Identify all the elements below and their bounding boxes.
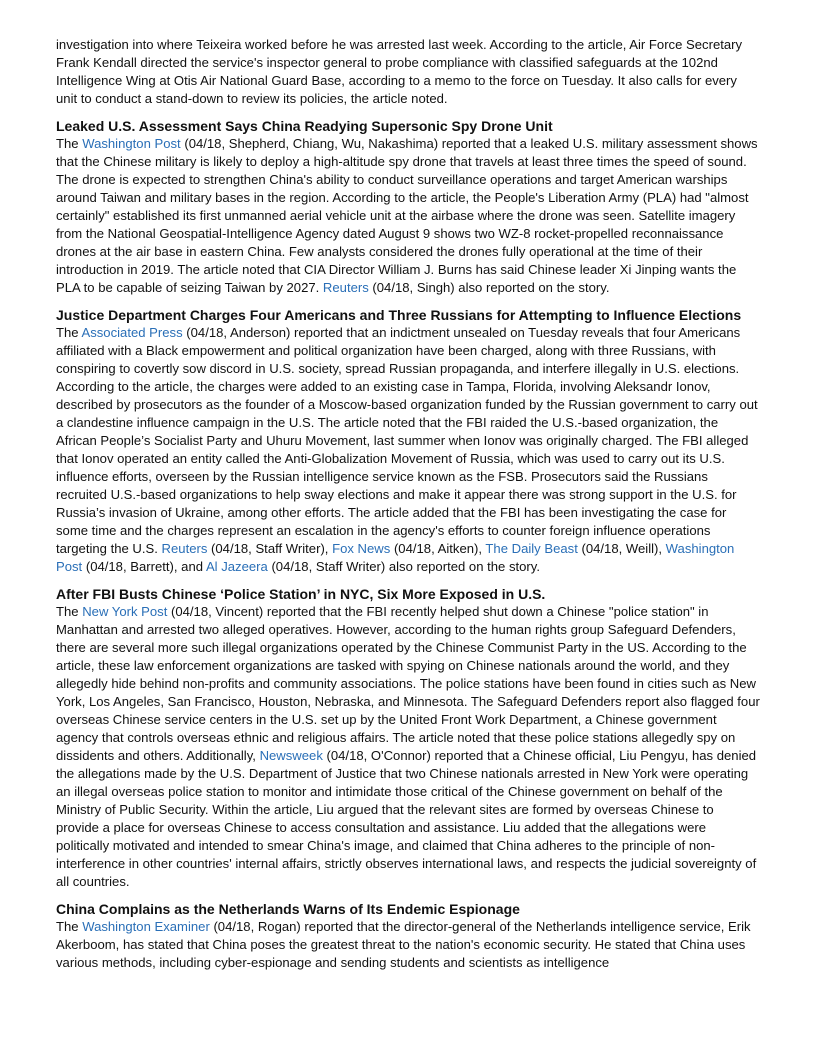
text: (04/18, Singh) also reported on the story.: [368, 280, 610, 295]
text: (04/18, Staff Writer),: [207, 541, 333, 556]
text: The: [56, 604, 83, 619]
source-link-associated-press[interactable]: Associated Press: [81, 325, 183, 340]
article-headline: Justice Department Charges Four Americans and Three Russians for Attempting to Influence Elections: [56, 307, 742, 323]
text: (04/18, Vincent) reported that the FBI recently helped shut down a Chinese "police station" in Manhattan and arrested two alleged operatives. However, according to the human rights group Safeguard Defenders, there are several more such illegal organizations operated by the Chinese Communist Party in the US. According to the article, these law enforcement organizations are tasked with spying on Chinese nationals around the world, and they allegedly hide behind non-profits and community associations. The police stations have been found in cities such as New York, Los Angeles, San Francisco, Houston, Nebraska, and Minnesota. The Safeguard Defenders report also flagged four overseas Chinese service centers in the U.S. set up by the United Front Work Department, a Chinese government agency that controls overseas ethnic and religious affairs. The article noted that these police stations allegedly spy on dissidents and others. Additionally,: [56, 604, 760, 763]
text: (04/18, Rogan) reported that the director-general of the Netherlands intelligence service, Erik Akerboom, has stated that China poses the greatest threat to the nation's economic security. He stated that China uses various methods, including cyber-espionage and sending students and scientists as intelligence: [56, 919, 751, 970]
source-link-reuters[interactable]: Reuters: [161, 541, 208, 556]
text: (04/18, Barrett), and: [82, 559, 206, 574]
article-body: [56, 324, 760, 576]
source-link-reuters[interactable]: Reuters: [322, 280, 369, 295]
text: (04/18, Staff Writer) also reported on the story.: [267, 559, 540, 574]
source-link-washington-examiner[interactable]: Washington Examiner: [82, 919, 210, 934]
article-spy-drone: [56, 117, 760, 297]
article-body: [56, 918, 760, 972]
text: (04/18, Weill),: [577, 541, 666, 556]
source-link-fox-news[interactable]: Fox News: [332, 541, 391, 556]
text: The: [56, 325, 82, 340]
source-link-al-jazeera[interactable]: Al Jazeera: [205, 559, 268, 574]
text: The: [56, 136, 83, 151]
source-link-new-york-post[interactable]: New York Post: [82, 604, 168, 619]
source-link-washington-post[interactable]: Washington Post: [56, 541, 735, 574]
text: (04/18, Shepherd, Chiang, Wu, Nakashima) reported that a leaked U.S. military assessment shows that the Chinese military is likely to deploy a high-altitude spy drone that travels at least three times the speed of sound. The drone is expected to strengthen China's ability to conduct surveillance operations and target American warships around Taiwan and military bases in the region. According to the article, the People's Liberation Army (PLA) had "almost certainly" established its first unmanned aerial vehicle unit at the airbase where the drone was seen. Satellite imagery from the National Geospatial-Intelligence Agency dated August 9 shows two WZ-8 rocket-propelled reconnaissance drones at the air base in eastern China. Few analysts considered the drones fully operational at the time of their introduction in 2019. The article noted that CIA Director William J. Burns has said Chinese leader Xi Jinping wants the PLA to be capable of seizing Taiwan by 2027.: [56, 136, 758, 295]
article-body: [56, 603, 760, 891]
article-election-influence: [56, 306, 760, 576]
source-link-daily-beast[interactable]: The Daily Beast: [485, 541, 578, 556]
article-headline: China Complains as the Netherlands Warns of Its Endemic Espionage: [56, 901, 520, 917]
article-police-stations: [56, 585, 760, 891]
text: (04/18, Anderson) reported that an indictment unsealed on Tuesday reveals that four Americans affiliated with a Black empowerment and political organization have been charged, along with three Russians, with conspiring to covertly sow discord in U.S. society, spread Russian propaganda, and interfere illegally in U.S. elections. According to the article, the charges were added to an existing case in Tampa, Florida, involving Aleksandr Ionov, described by prosecutors as the founder of a Moscow-based organization funded by the Russian government to carry out a clandestine influence campaign in the U.S. The article noted that the FBI raided the U.S.-based organization, the African People’s Socialist Party and Uhuru Movement, last summer when Ionov was originally charged. The FBI alleged that Ionov operated an entity called the Anti-Globalization Movement of Russia, which was used to carry out its U.S. influence efforts, overseen by the Russian intelligence service known as the FSB. Prosecutors said the Russians recruited U.S.-based organizations to help sway elections and make it appear there was strong support in the U.S. for Russia’s invasion of Ukraine, among other efforts. The article added that the FBI has been investigating the case for some time and the charges represent an escalation in the agency's efforts to counter foreign influence operations targeting the U.S.: [56, 325, 758, 556]
article-headline: After FBI Busts Chinese ‘Police Station’ in NYC, Six More Exposed in U.S.: [56, 586, 546, 602]
text: The: [56, 919, 83, 934]
source-link-washington-post[interactable]: Washington Post: [82, 136, 181, 151]
article-headline: Leaked U.S. Assessment Says China Readying Supersonic Spy Drone Unit: [56, 118, 553, 134]
text: (04/18, Aitken),: [390, 541, 486, 556]
lead-paragraph: investigation into where Teixeira worked before he was arrested last week. According to the article, Air Force Secretary Frank Kendall directed the service's inspector general to probe compliance with classified safeguards at the 102nd Intelligence Wing at Otis Air National Guard Base, according to a memo to the force on Tuesday. It also calls for every unit to conduct a stand-down to review its policies, the article noted.: [56, 37, 743, 106]
source-link-newsweek[interactable]: Newsweek: [259, 748, 323, 763]
text: (04/18, O'Connor) reported that a Chinese official, Liu Pengyu, has denied the allegations made by the U.S. Department of Justice that two Chinese nationals arrested in New York were operating an illegal overseas police station to monitor and intimidate those critical of the Chinese government on behalf of the Ministry of Public Security. Within the article, Liu argued that the relevant sites are formed by overseas Chinese to provide a place for overseas Chinese to access consultation and assistance. Liu added that the allegations were politically motivated and intended to smear China's image, and claimed that China adheres to the principle of non-interference in other countries' internal affairs, strictly observes international laws, and respects the judicial sovereignty of all countries.: [56, 748, 757, 889]
article-netherlands-espionage: [56, 900, 760, 972]
article-body: [56, 135, 760, 297]
